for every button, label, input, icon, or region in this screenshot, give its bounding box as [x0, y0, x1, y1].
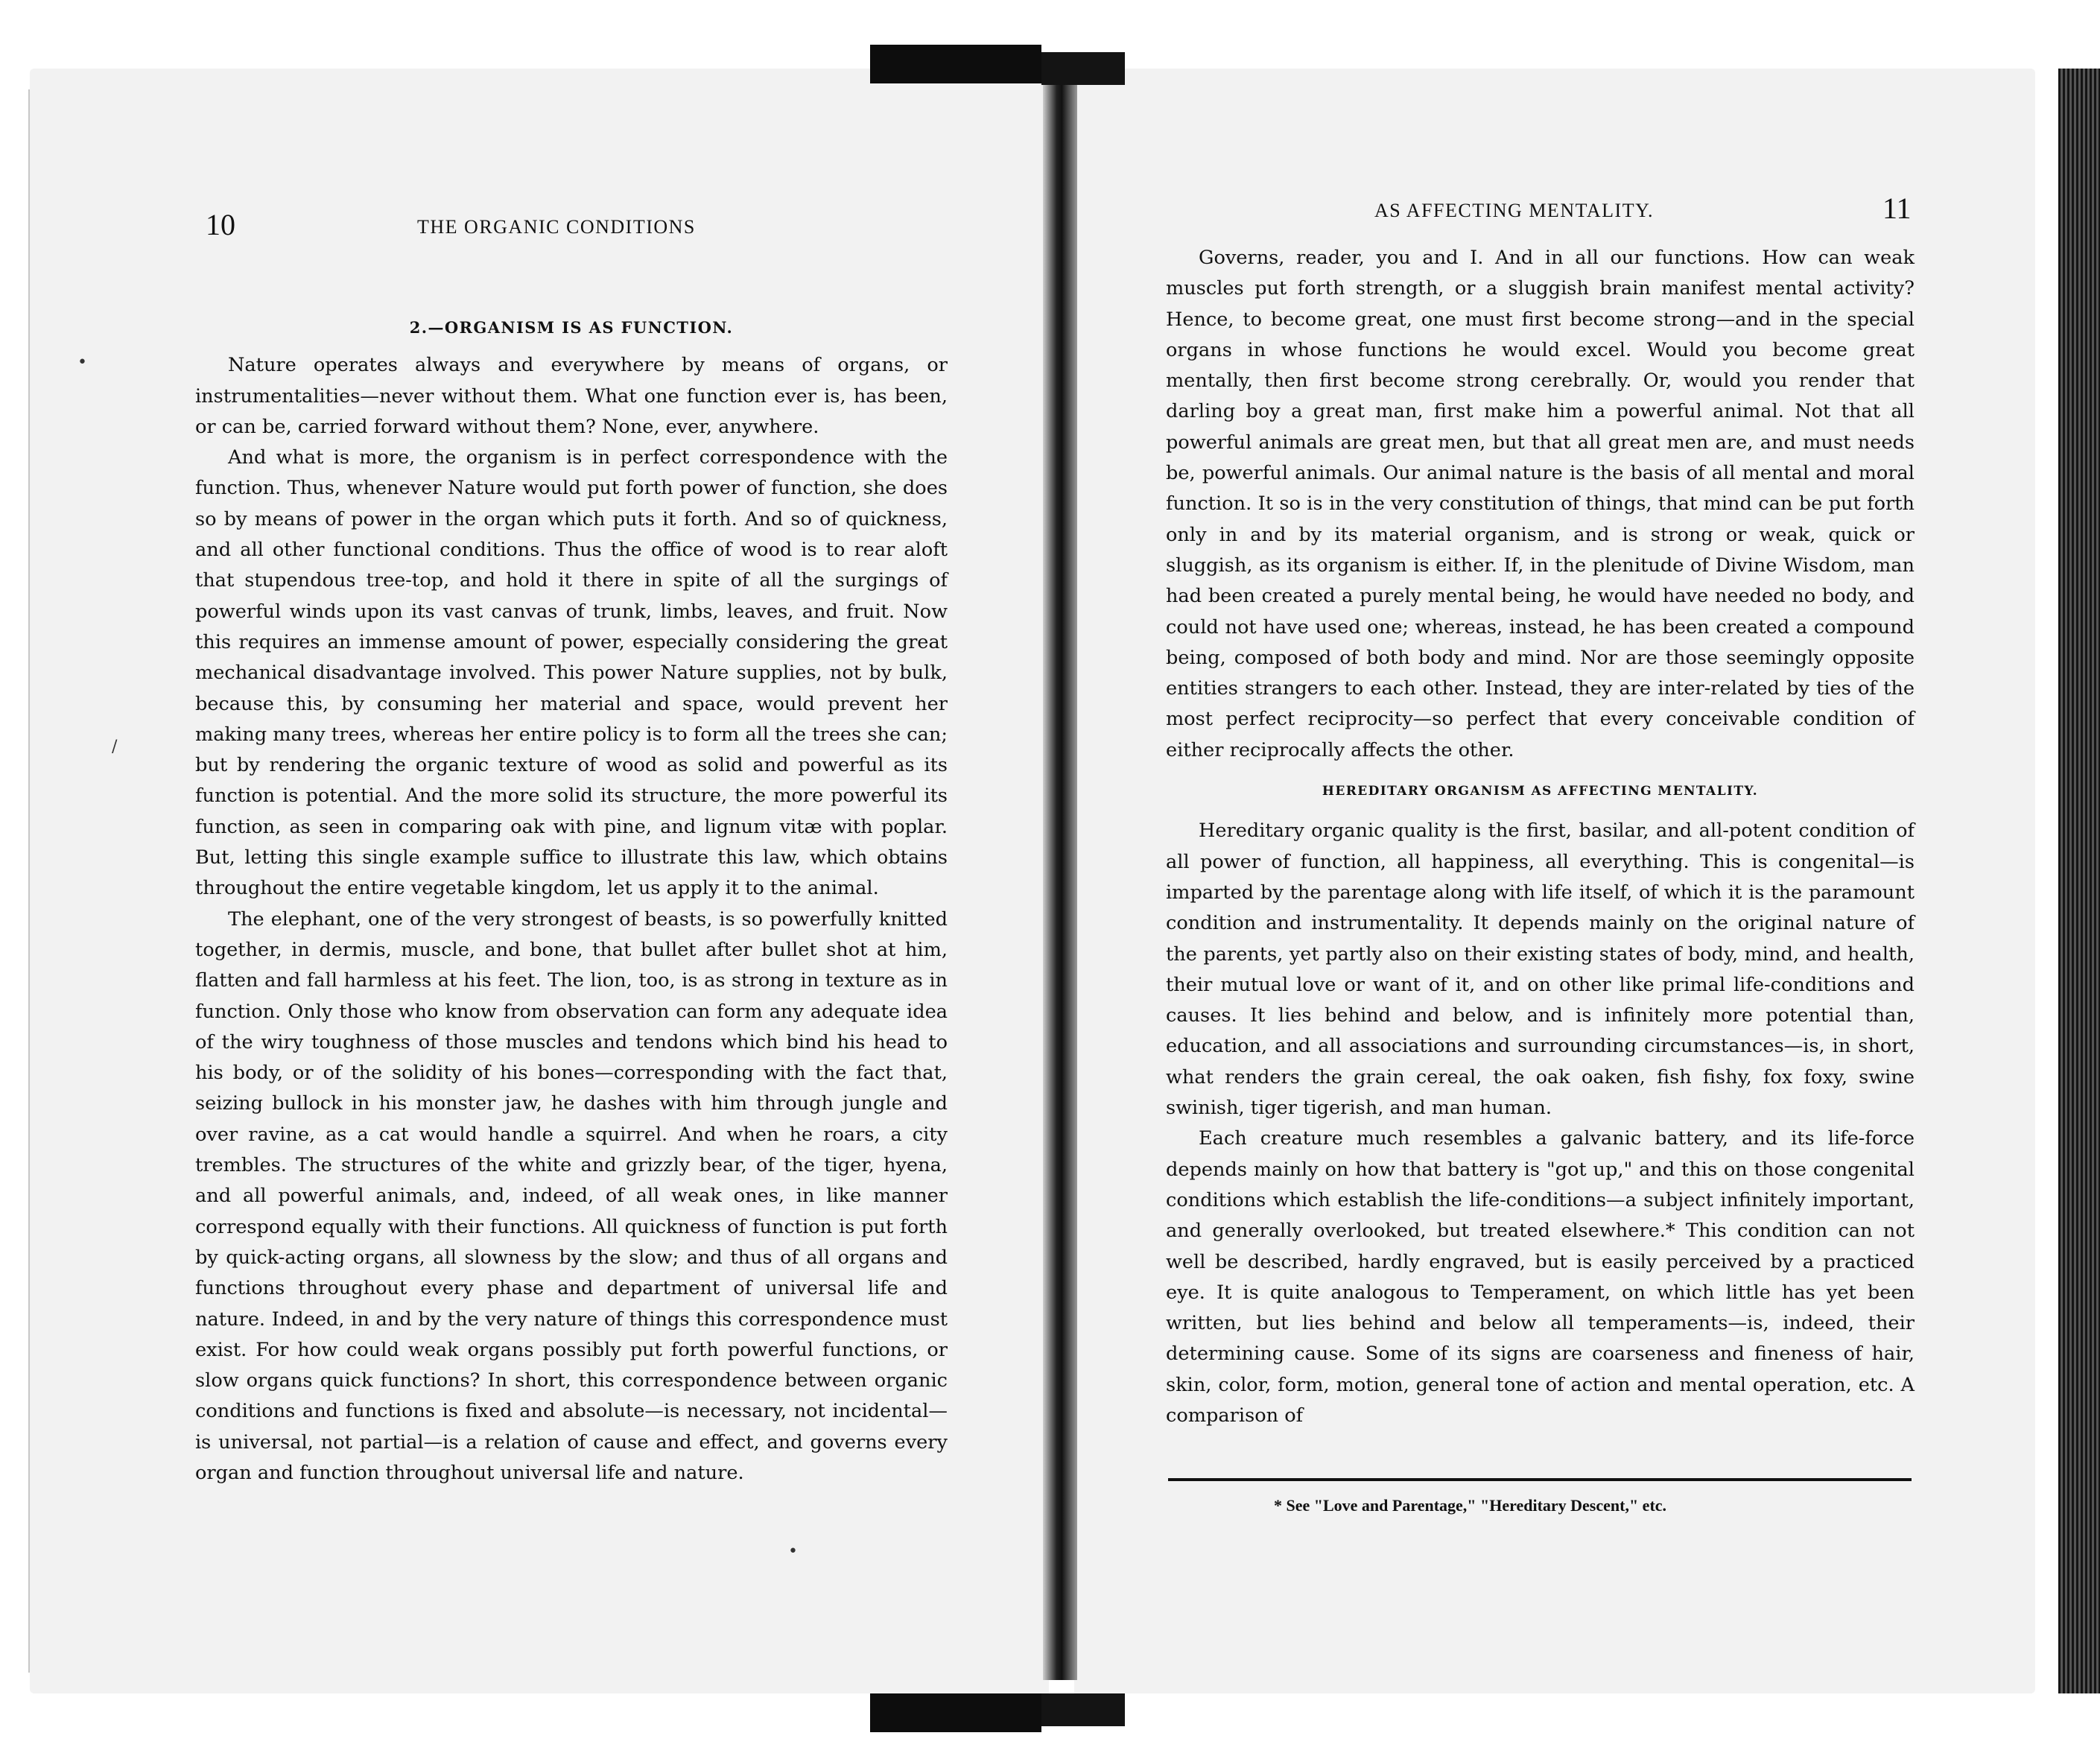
- left-text-column: [195, 312, 948, 1489]
- scan-mark: /: [112, 738, 118, 756]
- page-edges-right: [2058, 69, 2100, 1693]
- binding-tab-top-right: [1041, 52, 1125, 85]
- left-paragraph-3: The elephant, one of the very strongest of beasts, is so powerfully knitted together, in dermis, muscle, and bone, that bullet after bullet shot at him, flatten and fall harmless at his feet. The lion, too, is as strong in texture as in function. Only those who know from observation can form any adequate idea of the wiry toughness of those muscles and tendons which bind his head to his body, or of the solidity of his bones—corresponding with the fact that, seizing bullock in his monster jaw, he dashes with him through jungle and over ravine, as a cat would handle a squirrel. And when he roars, a city trembles. The structures of the white and grizzly bear, of the tiger, hyena, and all powerful animals, and, indeed, of all weak ones, in like manner correspond equally with their functions. All quickness of function is put forth by quick-acting organs, all slowness by the slow; and thus of all organs and functions throughout every phase and department of universal life and nature. Indeed, in and by the very nature of things this correspondence must exist. For how could weak organs possibly put forth powerful functions, or slow organs quick functions? In short, this correspondence between organic conditions and functions is fixed and absolute—is necessary, not incidental—is universal, not partial—is a relation of cause and effect, and governs every organ and function throughout universal life and nature.: [195, 907, 948, 1484]
- right-paragraph-3: Each creature much resembles a galvanic battery, and its life-force depends mainly on how that battery is "got up," and this on those congenital conditions which establish the life-conditions—a subject infinitely important, and generally overlooked, but treated elsewhere.* This condition can not well be described, hardly engraved, but is easily perceived by a practiced eye. It is quite analogous to Temperament, on which little has yet been written, but lies behind and below all temperaments—is, indeed, their determining cause. Some of its signs are coarseness and fineness of hair, skin, color, form, motion, general tone of action and mental operation, etc. A comparison of: [1166, 1127, 1915, 1427]
- section-heading-hereditary: HEREDITARY ORGANISM AS AFFECTING MENTALITY.: [1322, 784, 1759, 799]
- scan-mark: •: [77, 353, 87, 372]
- binding-tab-bottom: [870, 1693, 1041, 1732]
- binding-tab-bottom-right: [1041, 1693, 1125, 1726]
- scan-mark: •: [788, 1542, 798, 1561]
- left-paragraph-2: And what is more, the organism is in perfect correspondence with the function. Thus, whenever Nature would put forth power of function, she does so by means of power in the organ which puts it forth. And so of quickness, and all other functional conditions. Thus the office of wood is to rear aloft that stupendous tree-top, and hold it there in spite of all the surgings of powerful winds upon its vast canvas of trunk, limbs, leaves, and fruit. Now this requires an immense amount of power, especially considering the great mechanical disadvantage involved. This power Nature supplies, not by bulk, because this, by consuming her material and space, would prevent her making many trees, whereas her entire policy is to form all the trees she can; but by rendering the organic texture of wood as solid and powerful as its function is potential. And the more solid its structure, the more powerful its function, as seen in comparing oak with pine, and lignum vitæ with poplar. But, letting this single example suffice to illustrate this law, which obtains throughout the entire vegetable kingdom, let us apply it to the animal.: [195, 446, 948, 900]
- left-page-number: 10: [206, 208, 235, 241]
- book-gutter: [1043, 82, 1077, 1680]
- right-running-head: AS AFFECTING MENTALITY.: [1374, 200, 1655, 221]
- footnote-rule: [1168, 1478, 1912, 1481]
- right-paragraph-1: Governs, reader, you and I. And in all our functions. How can weak muscles put forth strength, or a sluggish brain manifest mental activity? Hence, to become great, one must first become strong—and in the special organs in whose functions he would excel. Would you become great mentally, then first become strong cerebrally. Or, would you render that darling boy a great man, first make him a powerful animal. Not that all powerful animals are great men, but that all great men are, and must needs be, powerful animals. Our animal nature is the basis of all mental and moral function. It so is in the very constitution of things, that mind can be put forth only in and by its material organism, and is strong or weak, quick or sluggish, as its organism is either. If, in the plenitude of Divine Wisdom, man had been created a purely mental being, he would have needed no body, and could not have used one; whereas, instead, he has been created a compound being, composed of both body and mind. Nor are those seemingly opposite entities strangers to each other. Instead, they are inter-related by ties of the most perfect reciprocity—so perfect that every conceivable condition of either reciprocally affects the other.: [1166, 247, 1915, 761]
- right-page-number: 11: [1882, 191, 1912, 225]
- right-text-column: [1166, 243, 1915, 1431]
- right-paragraph-2: Hereditary organic quality is the first, basilar, and all-potent condition of all power of function, all happiness, all everything. This is congenital—is imparted by the parentage along with life itself, of which it is the paramount condition and instrumentality. It depends mainly on the original nature of the parents, yet partly also on their existing states of body, mind, and health, their mutual love or want of it, and on other like primal life-conditions and causes. It lies behind and below, and is infinitely more potential than, education, and all associations and surrounding circumstances—is, in short, what renders the grain cereal, the oak oaken, fish fishy, fox foxy, swine swinish, tiger tigerish, and man human.: [1166, 820, 1915, 1120]
- left-running-head: THE ORGANIC CONDITIONS: [417, 216, 696, 238]
- section-heading-organism: 2.—ORGANISM IS AS FUNCTION.: [409, 318, 734, 337]
- left-paragraph-1: Nature operates always and everywhere by means of organs, or instrumentalities—never without them. What one function ever is, has been, or can be, carried forward without them? None, ever, anywhere.: [195, 354, 948, 438]
- footnote: * See "Love and Parentage," "Hereditary Descent," etc.: [1274, 1496, 1667, 1515]
- binding-tab-top: [870, 45, 1041, 83]
